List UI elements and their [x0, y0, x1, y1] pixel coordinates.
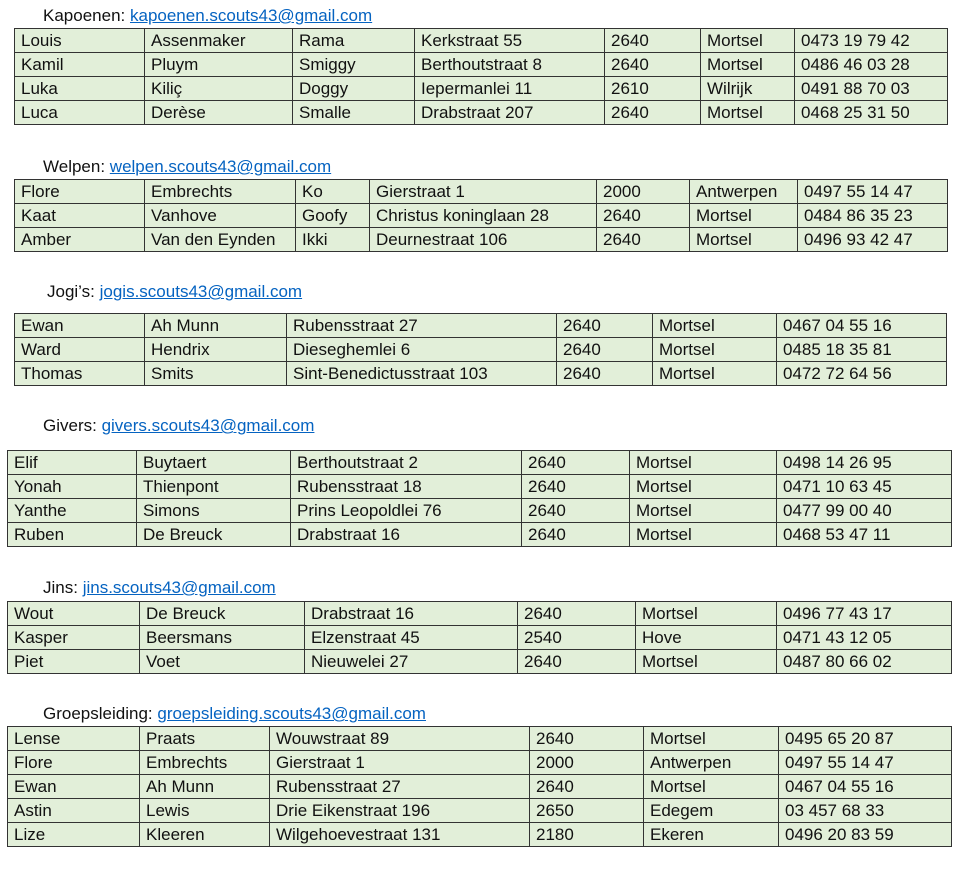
- table-cell: Wouwstraat 89: [270, 727, 530, 751]
- table-cell: 0471 43 12 05: [777, 626, 952, 650]
- table-cell: Mortsel: [701, 29, 795, 53]
- table-row: [15, 29, 948, 53]
- table-cell: Berthoutstraat 8: [415, 53, 605, 77]
- table-cell: Ko: [296, 180, 370, 204]
- table-cell: Mortsel: [653, 338, 777, 362]
- table-cell: Drie Eikenstraat 196: [270, 799, 530, 823]
- table-cell: Luca: [15, 101, 145, 125]
- group-label: Givers:: [43, 416, 97, 435]
- table-cell: Thomas: [15, 362, 145, 386]
- group-label: Kapoenen:: [43, 6, 126, 25]
- table-cell: 03 457 68 33: [779, 799, 952, 823]
- table-cell: 2180: [530, 823, 644, 847]
- table-cell: Ward: [15, 338, 145, 362]
- table-cell: Smalle: [293, 101, 415, 125]
- table-cell: Mortsel: [636, 602, 777, 626]
- table-cell: Mortsel: [636, 650, 777, 674]
- table-cell: 2640: [605, 29, 701, 53]
- table-cell: De Breuck: [137, 523, 291, 547]
- table-cell: Ah Munn: [140, 775, 270, 799]
- table-cell: Wilrijk: [701, 77, 795, 101]
- table-cell: 0467 04 55 16: [779, 775, 952, 799]
- table-cell: Berthoutstraat 2: [291, 451, 522, 475]
- table-row: [8, 823, 952, 847]
- table-cell: 2640: [605, 53, 701, 77]
- table-cell: Kiliç: [145, 77, 293, 101]
- table-cell: Drabstraat 16: [305, 602, 518, 626]
- table-row: [8, 602, 952, 626]
- table-cell: Elzenstraat 45: [305, 626, 518, 650]
- table-row: [15, 180, 948, 204]
- table-cell: Dieseghemlei 6: [287, 338, 557, 362]
- table-row: [15, 362, 947, 386]
- group-header-groepsleiding: [43, 704, 426, 724]
- table-cell: Lize: [8, 823, 140, 847]
- table-cell: Louis: [15, 29, 145, 53]
- table-cell: Rubensstraat 18: [291, 475, 522, 499]
- table-cell: 0486 46 03 28: [795, 53, 948, 77]
- table-cell: Ah Munn: [145, 314, 287, 338]
- table-cell: 0487 80 66 02: [777, 650, 952, 674]
- table-cell: Wout: [8, 602, 140, 626]
- table-cell: Buytaert: [137, 451, 291, 475]
- table-cell: 2640: [557, 314, 653, 338]
- table-cell: Kleeren: [140, 823, 270, 847]
- table-cell: Nieuwelei 27: [305, 650, 518, 674]
- table-row: [15, 228, 948, 252]
- table-cell: 2000: [597, 180, 690, 204]
- table-cell: 2650: [530, 799, 644, 823]
- table-cell: Prins Leopoldlei 76: [291, 499, 522, 523]
- table-row: [15, 204, 948, 228]
- table-cell: Kasper: [8, 626, 140, 650]
- group-header-kapoenen: [43, 6, 372, 26]
- table-cell: Vanhove: [145, 204, 296, 228]
- table-cell: 0485 18 35 81: [777, 338, 947, 362]
- table-cell: 2640: [557, 338, 653, 362]
- table-cell: 2640: [522, 499, 630, 523]
- table-cell: Rubensstraat 27: [270, 775, 530, 799]
- group-email-link[interactable]: welpen.scouts43@gmail.com: [109, 157, 332, 176]
- table-row: [8, 775, 952, 799]
- table-cell: 2640: [522, 475, 630, 499]
- table-cell: Ekeren: [644, 823, 779, 847]
- table-cell: Ruben: [8, 523, 137, 547]
- table-cell: 2640: [530, 727, 644, 751]
- contact-table-welpen: [14, 179, 948, 252]
- table-cell: Lense: [8, 727, 140, 751]
- group-header-welpen: [43, 157, 331, 177]
- table-cell: Deurnestraat 106: [370, 228, 597, 252]
- table-cell: 0468 25 31 50: [795, 101, 948, 125]
- table-row: [15, 338, 947, 362]
- table-cell: 2640: [522, 451, 630, 475]
- table-cell: Astin: [8, 799, 140, 823]
- table-row: [8, 727, 952, 751]
- table-cell: 2640: [597, 204, 690, 228]
- table-cell: 0472 72 64 56: [777, 362, 947, 386]
- group-email-link[interactable]: kapoenen.scouts43@gmail.com: [129, 6, 373, 25]
- table-cell: Derèse: [145, 101, 293, 125]
- table-cell: Praats: [140, 727, 270, 751]
- table-cell: Van den Eynden: [145, 228, 296, 252]
- table-cell: Yanthe: [8, 499, 137, 523]
- table-cell: Ikki: [296, 228, 370, 252]
- table-cell: 0484 86 35 23: [798, 204, 948, 228]
- table-cell: Rama: [293, 29, 415, 53]
- table-cell: 2640: [557, 362, 653, 386]
- table-cell: Amber: [15, 228, 145, 252]
- table-cell: 0498 14 26 95: [777, 451, 952, 475]
- table-cell: Beersmans: [140, 626, 305, 650]
- table-cell: Mortsel: [701, 53, 795, 77]
- table-cell: 2640: [518, 602, 636, 626]
- table-cell: Antwerpen: [644, 751, 779, 775]
- group-header-jogis: [47, 282, 302, 302]
- table-cell: Elif: [8, 451, 137, 475]
- table-cell: 0491 88 70 03: [795, 77, 948, 101]
- group-label: Groepsleiding:: [43, 704, 153, 723]
- table-cell: Mortsel: [630, 499, 777, 523]
- table-cell: Mortsel: [630, 523, 777, 547]
- table-row: [8, 499, 952, 523]
- table-cell: 0496 77 43 17: [777, 602, 952, 626]
- table-cell: Lewis: [140, 799, 270, 823]
- table-cell: 2640: [518, 650, 636, 674]
- table-cell: Voet: [140, 650, 305, 674]
- table-cell: 2640: [605, 101, 701, 125]
- contact-table-jins: [7, 601, 952, 674]
- table-cell: Wilgehoevestraat 131: [270, 823, 530, 847]
- table-cell: 0496 93 42 47: [798, 228, 948, 252]
- table-cell: 0497 55 14 47: [779, 751, 952, 775]
- table-cell: Flore: [8, 751, 140, 775]
- table-cell: Smiggy: [293, 53, 415, 77]
- contact-table-kapoenen: [14, 28, 948, 125]
- table-cell: 0468 53 47 11: [777, 523, 952, 547]
- table-cell: Gierstraat 1: [270, 751, 530, 775]
- table-cell: 0473 19 79 42: [795, 29, 948, 53]
- table-cell: Smits: [145, 362, 287, 386]
- group-header-jins: [43, 578, 276, 598]
- table-row: [8, 451, 952, 475]
- table-cell: Christus koninglaan 28: [370, 204, 597, 228]
- table-cell: Mortsel: [690, 204, 798, 228]
- group-label: Jogi’s:: [47, 282, 95, 301]
- table-row: [8, 475, 952, 499]
- group-email-link[interactable]: givers.scouts43@gmail.com: [101, 416, 315, 435]
- table-cell: Kamil: [15, 53, 145, 77]
- group-email-link[interactable]: jogis.scouts43@gmail.com: [99, 282, 303, 301]
- table-cell: Goofy: [296, 204, 370, 228]
- table-cell: Doggy: [293, 77, 415, 101]
- table-cell: 2640: [530, 775, 644, 799]
- table-cell: Edegem: [644, 799, 779, 823]
- table-row: [15, 101, 948, 125]
- table-cell: Mortsel: [653, 314, 777, 338]
- table-cell: Mortsel: [644, 775, 779, 799]
- table-cell: 0477 99 00 40: [777, 499, 952, 523]
- table-cell: Assenmaker: [145, 29, 293, 53]
- table-cell: 2540: [518, 626, 636, 650]
- table-row: [15, 77, 948, 101]
- table-cell: Kaat: [15, 204, 145, 228]
- table-cell: Luka: [15, 77, 145, 101]
- table-cell: Rubensstraat 27: [287, 314, 557, 338]
- contact-table-jogis: [14, 313, 947, 386]
- table-cell: Kerkstraat 55: [415, 29, 605, 53]
- table-row: [15, 53, 948, 77]
- group-label: Jins:: [43, 578, 78, 597]
- contact-table-givers: [7, 450, 952, 547]
- table-cell: 2610: [605, 77, 701, 101]
- table-cell: 2640: [522, 523, 630, 547]
- table-cell: Ewan: [8, 775, 140, 799]
- table-cell: 2640: [597, 228, 690, 252]
- table-cell: 0467 04 55 16: [777, 314, 947, 338]
- table-cell: 0497 55 14 47: [798, 180, 948, 204]
- group-email-link[interactable]: jins.scouts43@gmail.com: [82, 578, 276, 597]
- table-row: [8, 626, 952, 650]
- table-row: [8, 650, 952, 674]
- contact-table-groepsleiding: [7, 726, 952, 847]
- table-cell: Pluym: [145, 53, 293, 77]
- table-cell: Iepermanlei 11: [415, 77, 605, 101]
- table-cell: Drabstraat 16: [291, 523, 522, 547]
- table-cell: Antwerpen: [690, 180, 798, 204]
- table-cell: Ewan: [15, 314, 145, 338]
- table-cell: Embrechts: [140, 751, 270, 775]
- table-cell: Mortsel: [690, 228, 798, 252]
- group-email-link[interactable]: groepsleiding.scouts43@gmail.com: [157, 704, 426, 723]
- table-cell: Flore: [15, 180, 145, 204]
- group-header-givers: [43, 416, 314, 436]
- table-cell: Mortsel: [701, 101, 795, 125]
- table-cell: Yonah: [8, 475, 137, 499]
- table-cell: Mortsel: [630, 451, 777, 475]
- table-row: [8, 751, 952, 775]
- table-cell: 0495 65 20 87: [779, 727, 952, 751]
- table-cell: Simons: [137, 499, 291, 523]
- table-cell: Mortsel: [653, 362, 777, 386]
- table-cell: Hendrix: [145, 338, 287, 362]
- table-cell: Embrechts: [145, 180, 296, 204]
- table-cell: 0496 20 83 59: [779, 823, 952, 847]
- table-cell: 2000: [530, 751, 644, 775]
- table-row: [8, 799, 952, 823]
- table-cell: Hove: [636, 626, 777, 650]
- table-row: [15, 314, 947, 338]
- table-cell: Drabstraat 207: [415, 101, 605, 125]
- table-cell: Sint-Benedictusstraat 103: [287, 362, 557, 386]
- table-cell: Piet: [8, 650, 140, 674]
- table-cell: Thienpont: [137, 475, 291, 499]
- group-label: Welpen:: [43, 157, 106, 176]
- table-cell: Mortsel: [644, 727, 779, 751]
- table-cell: Gierstraat 1: [370, 180, 597, 204]
- table-row: [8, 523, 952, 547]
- table-cell: De Breuck: [140, 602, 305, 626]
- table-cell: 0471 10 63 45: [777, 475, 952, 499]
- table-cell: Mortsel: [630, 475, 777, 499]
